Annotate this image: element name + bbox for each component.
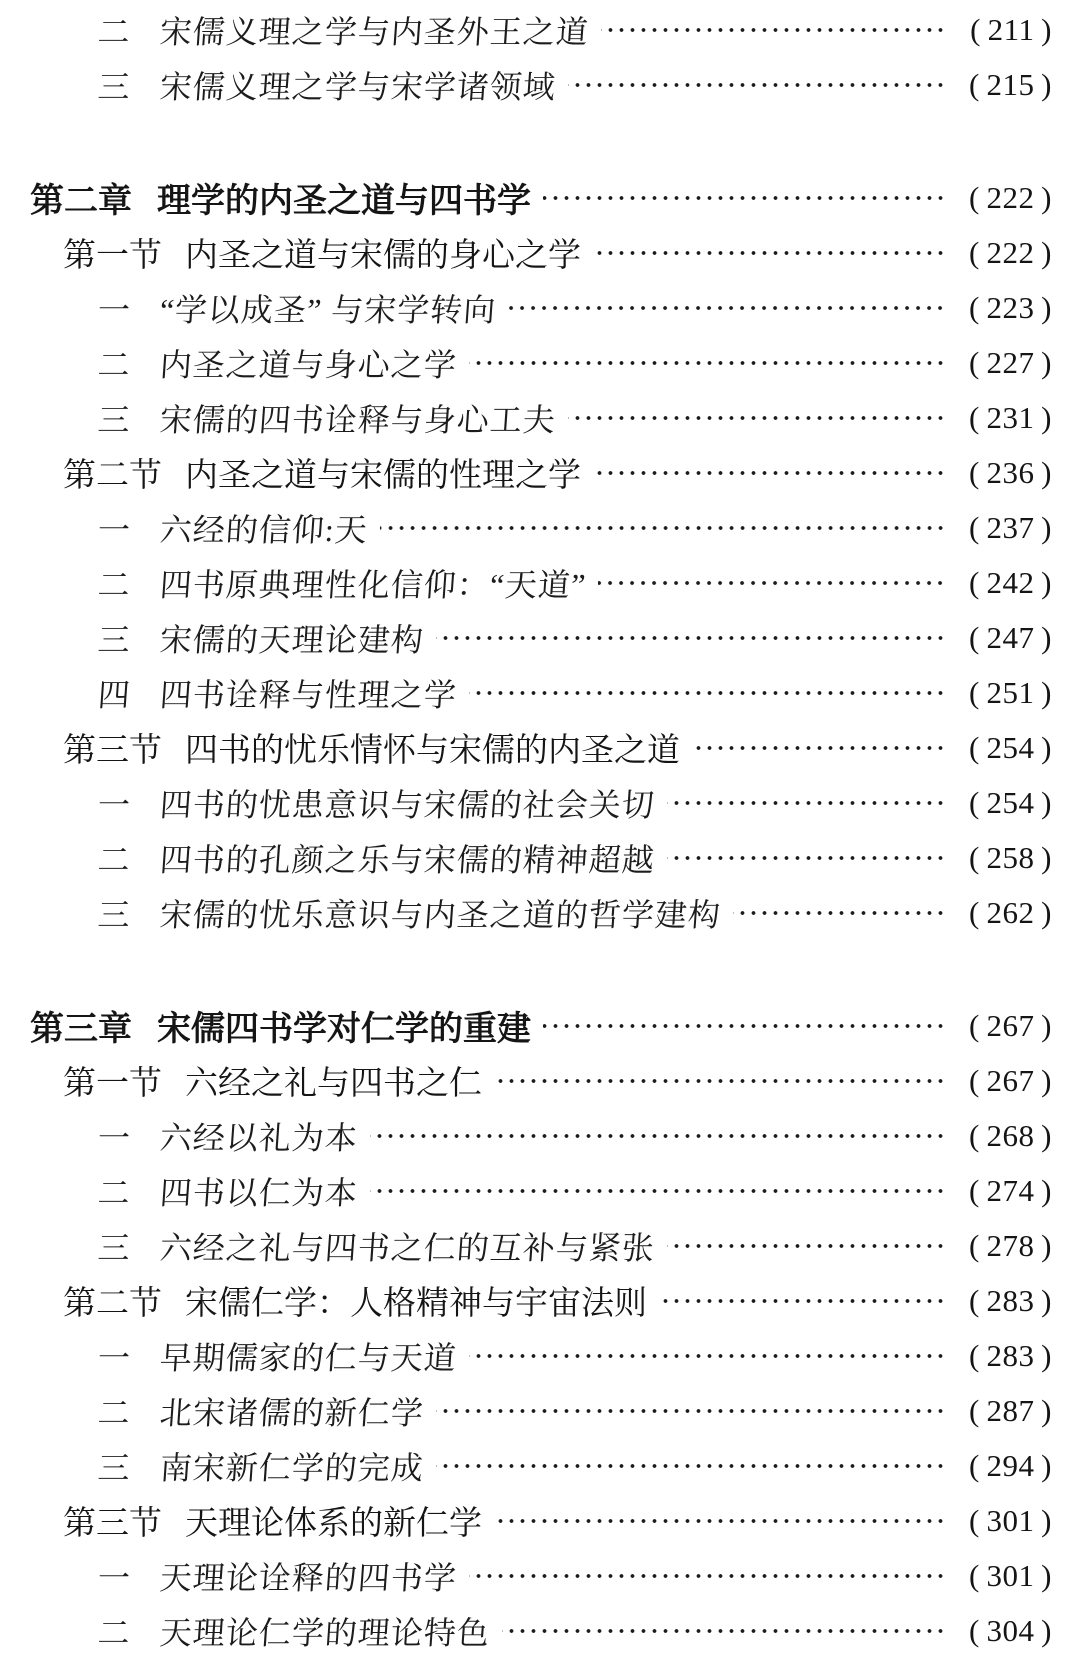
page-number: ( 262 ) xyxy=(968,894,1052,930)
entry-title: 内圣之道与身心之学 xyxy=(158,346,459,383)
page-number: ( 301 ) xyxy=(968,1557,1052,1593)
entry-label: 第二节 xyxy=(63,1286,162,1322)
page-number: ( 222 ) xyxy=(968,179,1052,215)
page-number: ( 223 ) xyxy=(968,289,1052,325)
page-number: ( 247 ) xyxy=(968,619,1052,655)
toc-row xyxy=(0,998,1080,1053)
entry-label: 二 xyxy=(96,841,133,878)
entry-title: 天理论仁学的理论特色 xyxy=(158,1614,492,1651)
entry-title: 宋儒仁学：人格精神与宇宙法则 xyxy=(185,1286,647,1322)
entry-label: 三 xyxy=(96,896,133,933)
entry-title: 内圣之道与宋儒的身心之学 xyxy=(185,238,581,274)
toc-row xyxy=(0,170,1080,225)
entry-title: 内圣之道与宋儒的性理之学 xyxy=(185,458,581,494)
page-number: ( 211 ) xyxy=(970,11,1052,47)
toc-row xyxy=(0,610,1080,665)
dot-leader xyxy=(436,1438,946,1493)
entry-title: 四书以仁为本 xyxy=(158,1174,360,1211)
toc-row xyxy=(0,1438,1080,1493)
page-number: ( 237 ) xyxy=(968,509,1052,545)
entry-title: 北宋诸儒的新仁学 xyxy=(158,1394,426,1431)
toc-row xyxy=(0,1218,1080,1273)
page-number: ( 254 ) xyxy=(968,784,1052,820)
dot-leader xyxy=(370,1163,946,1218)
dot-leader xyxy=(494,1493,946,1548)
page-number: ( 227 ) xyxy=(968,344,1052,380)
toc-row xyxy=(0,1548,1080,1603)
toc-row xyxy=(0,390,1080,445)
toc-row xyxy=(0,280,1080,335)
page-number: ( 215 ) xyxy=(968,66,1052,102)
dot-leader xyxy=(692,720,946,775)
dot-leader xyxy=(598,555,946,610)
entry-title: 天理论体系的新仁学 xyxy=(185,1506,482,1542)
entry-title: 六经之礼与四书之仁 xyxy=(185,1066,482,1102)
page-number: ( 294 ) xyxy=(968,1447,1052,1483)
page-number: ( 251 ) xyxy=(968,674,1052,710)
entry-label: 一 xyxy=(96,786,133,823)
entry-title: 宋儒四书学对仁学的重建 xyxy=(157,1010,531,1048)
entry-label: 第三节 xyxy=(63,1506,162,1542)
toc-row xyxy=(0,1108,1080,1163)
dot-leader xyxy=(593,445,946,500)
page-number: ( 242 ) xyxy=(968,564,1052,600)
entry-label: 二 xyxy=(96,13,133,50)
toc-row xyxy=(0,1383,1080,1438)
page-number: ( 267 ) xyxy=(968,1007,1052,1043)
page-number: ( 304 ) xyxy=(968,1612,1052,1648)
dot-leader xyxy=(568,390,946,445)
entry-title: 早期儒家的仁与天道 xyxy=(158,1339,459,1376)
toc-row xyxy=(0,1603,1080,1658)
entry-title: 六经之礼与四书之仁的互补与紧张 xyxy=(158,1229,657,1266)
toc-row xyxy=(0,665,1080,720)
entry-label: 第一节 xyxy=(63,1066,162,1102)
toc-row xyxy=(0,720,1080,775)
entry-label: 二 xyxy=(96,1174,133,1211)
dot-leader xyxy=(469,665,946,720)
toc-row xyxy=(0,335,1080,390)
dot-leader xyxy=(667,775,946,830)
dot-leader xyxy=(543,998,946,1053)
toc-row xyxy=(0,500,1080,555)
toc-row xyxy=(0,555,1080,610)
toc-row xyxy=(0,1053,1080,1108)
dot-leader xyxy=(593,225,946,280)
entry-label: 一 xyxy=(96,1119,133,1156)
page-number: ( 278 ) xyxy=(968,1227,1052,1263)
entry-title: 四书的忧患意识与宋儒的社会关切 xyxy=(158,786,657,823)
entry-title: 宋儒义理之学与内圣外王之道 xyxy=(158,13,591,50)
dot-leader xyxy=(436,610,946,665)
toc-row xyxy=(0,830,1080,885)
toc-row xyxy=(0,885,1080,940)
toc-row xyxy=(0,1163,1080,1218)
page-number: ( 267 ) xyxy=(968,1062,1052,1098)
dot-leader xyxy=(469,1328,946,1383)
entry-title: 四书原典理性化信仰：“天道” xyxy=(158,566,588,603)
toc-list xyxy=(0,2,1080,1658)
dot-leader xyxy=(380,500,946,555)
entry-title: 六经的信仰:天 xyxy=(158,511,370,548)
dot-leader xyxy=(667,830,946,885)
toc-row xyxy=(0,2,1080,57)
toc-row xyxy=(0,225,1080,280)
dot-leader xyxy=(543,170,946,225)
entry-title: 南宋新仁学的完成 xyxy=(158,1449,426,1486)
dot-leader xyxy=(370,1108,946,1163)
toc-row xyxy=(0,1493,1080,1548)
entry-label: 三 xyxy=(96,621,133,658)
toc-row xyxy=(0,57,1080,112)
dot-leader xyxy=(469,335,946,390)
entry-label: 一 xyxy=(96,1339,133,1376)
entry-label: 第二节 xyxy=(63,458,162,494)
page-number: ( 287 ) xyxy=(968,1392,1052,1428)
entry-label: 第二章 xyxy=(30,182,132,220)
entry-title: 天理论诠释的四书学 xyxy=(158,1559,459,1596)
toc-row xyxy=(0,1273,1080,1328)
dot-leader xyxy=(568,57,946,112)
entry-label: 一 xyxy=(96,291,133,328)
page-number: ( 222 ) xyxy=(968,234,1052,270)
dot-leader xyxy=(508,280,946,335)
entry-label: 三 xyxy=(96,68,133,105)
entry-label: 三 xyxy=(96,1229,133,1266)
entry-title: 宋儒的天理论建构 xyxy=(158,621,426,658)
entry-title: “学以成圣” 与宋学转向 xyxy=(158,291,498,328)
page-number: ( 283 ) xyxy=(968,1337,1052,1373)
entry-title: 四书诠释与性理之学 xyxy=(158,676,459,713)
dot-leader xyxy=(659,1273,946,1328)
toc-row xyxy=(0,445,1080,500)
entry-label: 二 xyxy=(96,346,133,383)
page-number: ( 254 ) xyxy=(968,729,1052,765)
dot-leader xyxy=(601,2,946,57)
dot-leader xyxy=(733,885,946,940)
page-number: ( 231 ) xyxy=(968,399,1052,435)
entry-label: 第三章 xyxy=(30,1010,132,1048)
page-number: ( 283 ) xyxy=(968,1282,1052,1318)
page-number: ( 258 ) xyxy=(968,839,1052,875)
entry-label: 三 xyxy=(96,1449,133,1486)
entry-label: 第一节 xyxy=(63,238,162,274)
entry-title: 理学的内圣之道与四书学 xyxy=(157,182,531,220)
page-number: ( 236 ) xyxy=(968,454,1052,490)
page-number: ( 301 ) xyxy=(968,1502,1052,1538)
entry-label: 一 xyxy=(96,511,133,548)
page-number: ( 268 ) xyxy=(968,1117,1052,1153)
entry-title: 四书的忧乐情怀与宋儒的内圣之道 xyxy=(185,733,680,769)
dot-leader xyxy=(494,1053,946,1108)
entry-title: 宋儒义理之学与宋学诸领域 xyxy=(158,68,558,105)
toc-row xyxy=(0,775,1080,830)
entry-title: 四书的孔颜之乐与宋儒的精神超越 xyxy=(158,841,657,878)
entry-label: 第三节 xyxy=(63,733,162,769)
entry-label: 二 xyxy=(96,1614,133,1651)
entry-title: 宋儒的四书诠释与身心工夫 xyxy=(158,401,558,438)
entry-label: 二 xyxy=(96,566,133,603)
dot-leader xyxy=(469,1548,946,1603)
entry-title: 六经以礼为本 xyxy=(158,1119,360,1156)
entry-label: 三 xyxy=(96,401,133,438)
entry-label: 一 xyxy=(96,1559,133,1596)
toc-row xyxy=(0,1328,1080,1383)
dot-leader xyxy=(436,1383,946,1438)
dot-leader xyxy=(502,1603,946,1658)
entry-title: 宋儒的忧乐意识与内圣之道的哲学建构 xyxy=(158,896,723,933)
dot-leader xyxy=(667,1218,946,1273)
entry-label: 四 xyxy=(96,676,133,713)
page-number: ( 274 ) xyxy=(968,1172,1052,1208)
entry-label: 二 xyxy=(96,1394,133,1431)
